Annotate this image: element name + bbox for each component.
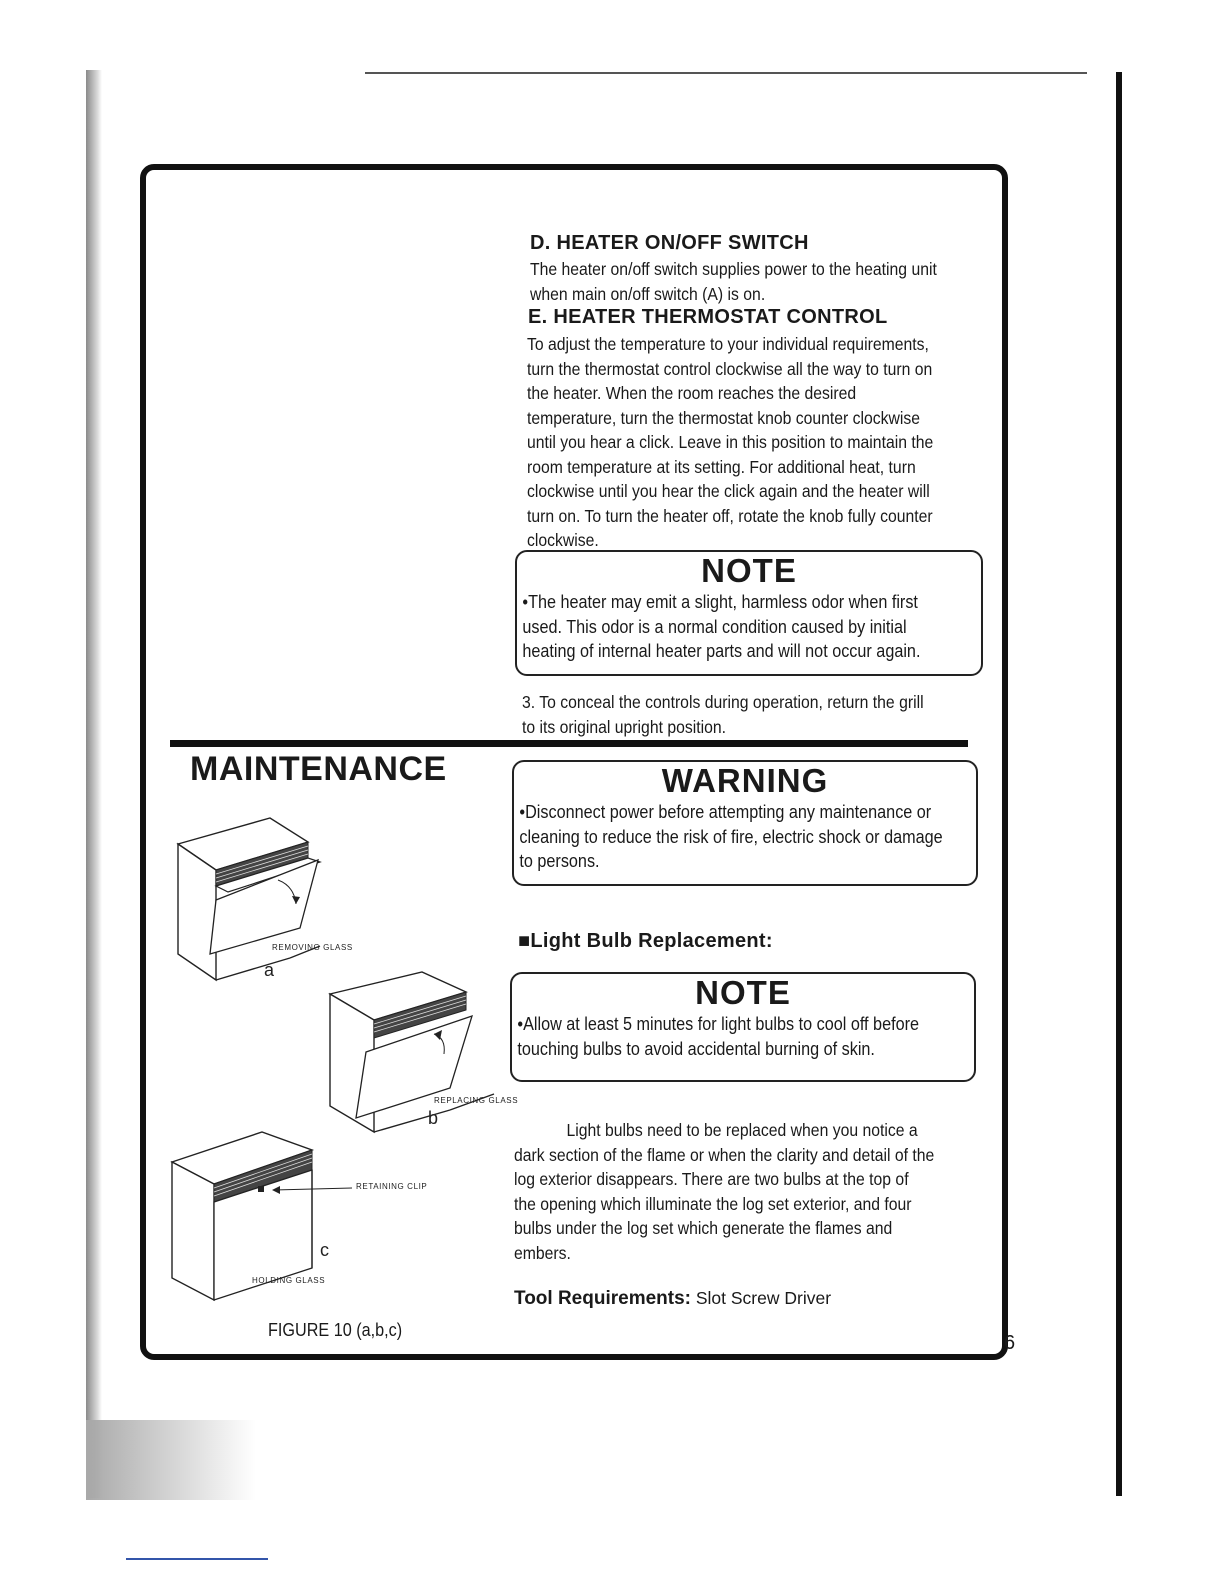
figure-letter-a: a xyxy=(264,960,275,980)
warning-box xyxy=(512,760,978,886)
warning-line: to persons. xyxy=(519,851,600,871)
warning-title: WARNING xyxy=(661,762,829,799)
caption-replacing-glass: REPLACING GLASS xyxy=(434,1096,519,1105)
tool-requirements xyxy=(514,1288,831,1310)
note-box-bulbs xyxy=(510,972,976,1082)
note-line: heating of internal heater parts and will not occur again. xyxy=(522,641,921,661)
figure-letter-c: c xyxy=(320,1240,329,1260)
figure-a-illustration xyxy=(170,812,330,982)
step-3-line: to its original upright position. xyxy=(522,716,726,737)
replacement-paragraph xyxy=(514,1118,981,1265)
scan-edge-left xyxy=(86,70,102,1498)
paragraph-line: bulbs under the log set which generate the flames and xyxy=(514,1218,893,1238)
note-title: NOTE xyxy=(695,974,791,1011)
section-e-line: turn on. To turn the heater off, rotate the knob fully counter xyxy=(527,505,933,526)
tool-label: Tool Requirements: xyxy=(514,1288,691,1309)
paragraph-line: dark section of the flame or when the clarity and detail of the xyxy=(514,1144,935,1165)
section-e-line: clockwise until you hear the click again and the heater will xyxy=(527,481,930,501)
section-e-line: the heater. When the room reaches the desired xyxy=(527,383,857,403)
heading-heater-switch: D. HEATER ON/OFF SWITCH xyxy=(530,232,809,254)
figure-b-illustration xyxy=(326,968,506,1138)
note-line: •The heater may emit a slight, harmless odor when first xyxy=(522,592,918,612)
scan-shadow xyxy=(86,1420,256,1500)
section-divider xyxy=(170,740,968,747)
page-number: 6 xyxy=(1004,1332,1016,1354)
paragraph-line: log exterior disappears. There are two bulbs at the top of xyxy=(514,1169,909,1189)
warning-line: cleaning to reduce the risk of fire, electric shock or damage xyxy=(519,826,943,847)
paragraph-line: the opening which illuminate the log set exterior, and four xyxy=(514,1193,912,1214)
maintenance-title: MAINTENANCE xyxy=(190,750,447,788)
heading-light-bulb: ■Light Bulb Replacement: xyxy=(518,930,773,952)
caption-holding-glass: HOLDING GLASS xyxy=(252,1276,326,1285)
figure-letter-b: b xyxy=(428,1108,439,1128)
note-box-odor xyxy=(515,550,983,676)
note-line: touching bulbs to avoid accidental burning of skin. xyxy=(517,1038,875,1059)
paragraph-line: Light bulbs need to be replaced when you notice a xyxy=(514,1120,918,1140)
section-e-body xyxy=(527,332,978,553)
section-d-line: The heater on/off switch supplies power to the heating unit xyxy=(530,259,937,279)
section-e-line: until you hear a click. Leave in this position to maintain the xyxy=(527,432,934,452)
step-3 xyxy=(522,690,968,739)
section-e-line: room temperature at its setting. For additional heat, turn xyxy=(527,456,916,477)
paragraph-line: embers. xyxy=(514,1242,571,1263)
note-title: NOTE xyxy=(701,552,797,589)
step-3-line: 3. To conceal the controls during operation, return the grill xyxy=(522,692,924,712)
caption-retaining-clip: RETAINING CLIP xyxy=(356,1182,428,1191)
tool-value: Slot Screw Driver xyxy=(691,1288,832,1308)
top-rule xyxy=(365,72,1087,74)
heading-thermostat-control: E. HEATER THERMOSTAT CONTROL xyxy=(528,306,888,328)
caption-removing-glass: REMOVING GLASS xyxy=(272,943,353,952)
note-line: used. This odor is a normal condition caused by initial xyxy=(522,616,907,637)
warning-line: •Disconnect power before attempting any maintenance or xyxy=(519,802,932,822)
note-line: •Allow at least 5 minutes for light bulbs to cool off before xyxy=(517,1014,919,1034)
section-e-line: turn the thermostat control clockwise all the way to turn on xyxy=(527,358,933,379)
section-e-line: To adjust the temperature to your individual requirements, xyxy=(527,334,929,354)
section-d-body xyxy=(530,257,982,306)
page-edge-right xyxy=(1116,72,1122,1496)
section-d-line: when main on/off switch (A) is on. xyxy=(530,283,766,304)
section-e-line: temperature, turn the thermostat knob counter clockwise xyxy=(527,407,921,428)
figure-caption: FIGURE 10 (a,b,c) xyxy=(268,1320,403,1340)
bottom-rule xyxy=(126,1558,268,1560)
section-e-line: clockwise. xyxy=(527,530,599,550)
